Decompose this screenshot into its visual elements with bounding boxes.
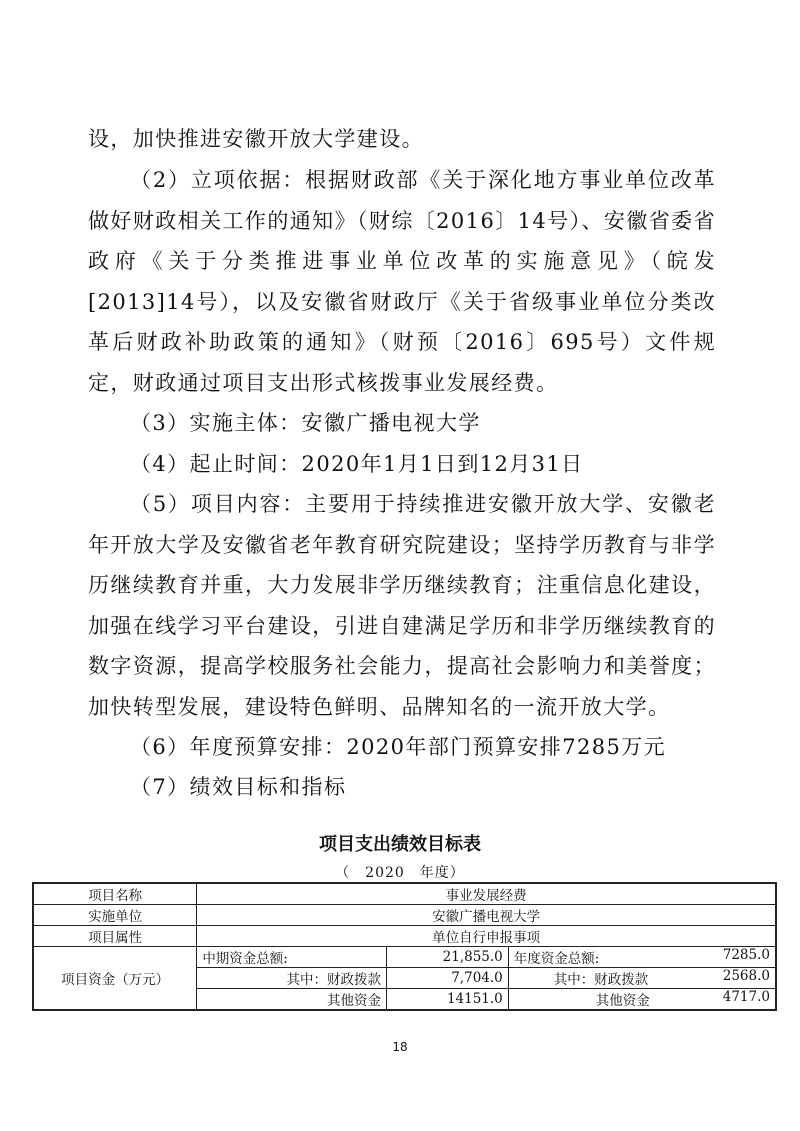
annual-other-label: 其他资金 xyxy=(595,993,650,1009)
annual-total-label: 年度资金总额: xyxy=(513,951,600,967)
mid-term-other-label: 其他资金 xyxy=(197,989,387,1011)
project-funds-label: 项目资金（万元） xyxy=(33,947,197,1011)
annual-total-row xyxy=(514,947,770,967)
annual-other-cell xyxy=(508,989,776,1011)
annual-total-value: 7285.0 xyxy=(722,947,770,963)
page-number: 18 xyxy=(392,1040,408,1054)
annual-fiscal-label: 其中：财政拨款 xyxy=(553,972,649,988)
project-attribute-label: 项目属性 xyxy=(33,926,197,947)
paragraph-content: （5）项目内容：主要用于持续推进安徽开放大学、安徽老年开放大学及安徽省老年教育研究院建设；坚持学历教育与非学历继续教育并重，大力发展非学历继续教育；注重信息化建设，加强在线学习平台建设，引进自建满足学历和非学历继续教育的数字资源，提高学校服务社会能力，提高社会影响力和美誉度；加快转型发展，建设特色鲜明、品牌知名的一流开放大学。 xyxy=(88,492,716,719)
table-row xyxy=(33,926,776,947)
mid-term-total-value xyxy=(386,947,508,968)
table-title: 项目支出绩效目标表 xyxy=(319,834,481,855)
table-row xyxy=(33,947,776,968)
mid-term-fiscal-value: 7,704.0 xyxy=(386,968,508,989)
table-row xyxy=(33,883,776,905)
implementing-unit-label: 实施单位 xyxy=(33,905,197,926)
table-year-label: （ 2020 年度） xyxy=(335,865,465,881)
project-name-value: 事业发展经费 xyxy=(197,883,776,905)
mid-term-other-value: 14151.0 xyxy=(386,989,508,1011)
annual-fiscal-cell xyxy=(508,968,776,989)
annual-total-cell xyxy=(508,947,776,968)
paragraph-continuation: 设，加快推进安徽开放大学建设。 xyxy=(88,127,424,151)
paragraph-budget: （6）年度预算安排：2020年部门预算安排7285万元 xyxy=(130,735,667,759)
paragraph-basis: （2）立项依据：根据财政部《关于深化地方事业单位改革做好财政相关工作的通知》（财综〔2016〕14号）、安徽省委省政府《关于分类推进事业单位改革的实施意见》（皖发[2013]14号），以及安徽省财政厅《关于省级事业单位分类改革后财政补助政策的通知》（财预〔2016〕695号）文件规定，财政通过项目支出形式核拨事业发展经费。 xyxy=(88,168,716,395)
project-name-label: 项目名称 xyxy=(33,883,197,905)
project-attribute-value: 单位自行申报事项 xyxy=(197,926,776,947)
performance-table xyxy=(32,882,777,1011)
paragraph-implementer: （3）实施主体：安徽广播电视大学 xyxy=(130,411,481,435)
paragraph-period: （4）起止时间：2020年1月1日到12月31日 xyxy=(130,452,584,476)
paragraph-targets: （7）绩效目标和指标 xyxy=(130,775,347,799)
annual-other-row xyxy=(514,989,770,1009)
implementing-unit-value: 安徽广播电视大学 xyxy=(197,905,776,926)
annual-fiscal-value: 2568.0 xyxy=(722,968,770,984)
annual-fiscal-row xyxy=(514,968,770,988)
mid-term-total-label: 中期资金总额: xyxy=(197,947,387,968)
mid-term-total-number: 21,855.0 xyxy=(442,949,503,965)
annual-other-value: 4717.0 xyxy=(722,989,770,1005)
table-row xyxy=(33,905,776,926)
mid-term-fiscal-label: 其中：财政拨款 xyxy=(197,968,387,989)
